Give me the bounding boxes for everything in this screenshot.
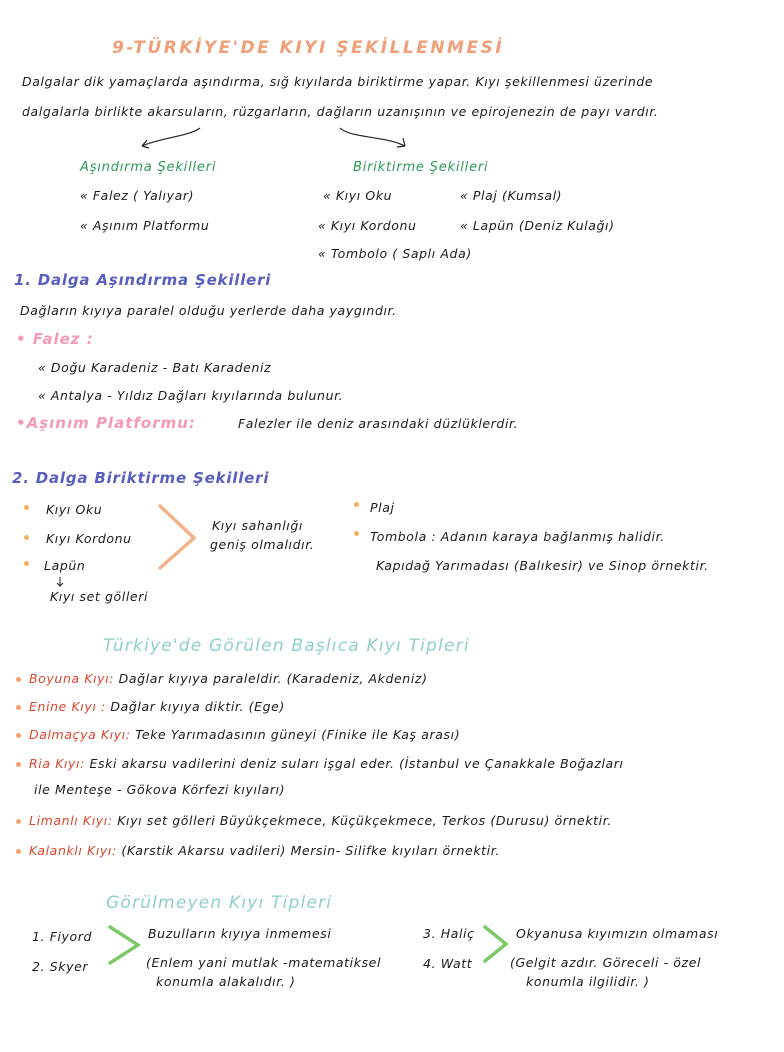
bullet-icon xyxy=(16,705,21,710)
platform-label: •Aşınım Platformu: xyxy=(16,414,196,432)
type-label: Ria Kıyı: xyxy=(29,756,90,771)
biriktirme-item: « Tombolo ( Saplı Ada) xyxy=(318,246,472,261)
bullet-icon xyxy=(354,502,359,507)
sec2-mid-line: Kıyı sahanlığı xyxy=(212,518,303,533)
unseen-item: 3. Haliç xyxy=(423,926,475,941)
unseen-right-text: Okyanusa kıyımızın olmaması xyxy=(516,926,719,941)
asindirma-item: « Falez ( Yalıyar) xyxy=(80,188,195,203)
lapun-note: Kıyı set gölleri xyxy=(50,589,149,604)
types-heading: Türkiye'de Görülen Başlıca Kıyı Tipleri xyxy=(103,636,470,656)
biriktirme-item: « Kıyı Oku xyxy=(323,188,393,203)
unseen-item: 2. Skyer xyxy=(32,959,89,974)
unseen-heading: Görülmeyen Kıyı Tipleri xyxy=(106,893,333,913)
falez-label: • Falez : xyxy=(16,330,94,348)
type-label: Dalmaçya Kıyı: xyxy=(29,727,136,742)
tombola-item: Tombola : Adanın karaya bağlanmış halidir. xyxy=(370,529,665,544)
chevron-right-icon xyxy=(485,927,506,961)
unseen-item: 1. Fiyord xyxy=(32,929,93,944)
sec2-left-item: Kıyı Kordonu xyxy=(46,531,132,546)
type-label: Enine Kıyı : xyxy=(29,699,111,714)
bullet-icon xyxy=(354,531,359,536)
biriktirme-item: « Lapün (Deniz Kulağı) xyxy=(460,218,615,233)
bullet-icon xyxy=(24,505,29,510)
unseen-item: 4. Watt xyxy=(423,956,473,971)
unseen-left-text: Buzulların kıyıya inmemesi xyxy=(148,926,332,941)
list-item xyxy=(16,671,428,686)
biriktirme-item: « Kıyı Kordonu xyxy=(318,218,417,233)
tombola-example: Kapıdağ Yarımadası (Balıkesir) ve Sinop örnektir. xyxy=(376,558,709,573)
bullet-icon xyxy=(16,849,21,854)
type-label: Boyuna Kıyı: xyxy=(29,671,119,686)
intro-line-2: dalgalarla birlikte akarsuların, rüzgarların, dağların uzanışının ve epirojenezin de payı vardır. xyxy=(22,104,659,119)
list-item xyxy=(16,756,624,771)
list-item xyxy=(16,727,460,742)
platform-text: Falezler ile deniz arasındaki düzlüklerdir. xyxy=(238,416,519,431)
unseen-right-text: (Gelgit azdır. Göreceli - özel xyxy=(510,955,702,970)
section-1-desc: Dağların kıyıya paralel olduğu yerlerde daha yaygındır. xyxy=(20,303,397,318)
plaj-item: Plaj xyxy=(370,500,395,515)
list-item xyxy=(16,843,500,858)
bullet-icon xyxy=(24,561,29,566)
falez-item: « Doğu Karadeniz - Batı Karadeniz xyxy=(38,360,272,375)
intro-line-1: Dalgalar dik yamaçlarda aşındırma, sığ kıyılarda biriktirme yapar. Kıyı şekillenmesi üzerinde xyxy=(22,74,654,89)
page-title: 9-TÜRKİYE'DE KIYI ŞEKİLLENMESİ xyxy=(112,38,505,58)
falez-item: « Antalya - Yıldız Dağları kıyılarında bulunur. xyxy=(38,388,344,403)
type-text: Teke Yarımadasının güneyi (Finike ile Kaş arası) xyxy=(135,727,461,742)
type-text: Dağlar kıyıya paraleldir. (Karadeniz, Akdeniz) xyxy=(118,671,428,686)
asindirma-heading: Aşındırma Şekilleri xyxy=(80,160,217,175)
type-text: Dağlar kıyıya diktir. (Ege) xyxy=(110,699,285,714)
list-item xyxy=(34,782,285,797)
type-text: ile Menteşe - Gökova Körfezi kıyıları) xyxy=(34,782,286,797)
section-1-heading: 1. Dalga Aşındırma Şekilleri xyxy=(14,271,272,289)
biriktirme-item: « Plaj (Kumsal) xyxy=(460,188,563,203)
type-label: Limanlı Kıyı: xyxy=(29,813,118,828)
sec2-left-item: Lapün xyxy=(44,558,86,573)
unseen-left-text: konumla alakalıdır. ) xyxy=(156,974,296,989)
type-label: Kalanklı Kıyı: xyxy=(29,843,122,858)
bullet-icon xyxy=(16,762,21,767)
arrow-right-icon xyxy=(397,138,405,147)
list-item xyxy=(16,699,285,714)
arrow-down-icon xyxy=(57,577,63,586)
chevron-right-icon xyxy=(160,506,194,568)
asindirma-item: « Aşınım Platformu xyxy=(80,218,210,233)
bullet-icon xyxy=(16,733,21,738)
unseen-left-text: (Enlem yani mutlak -matematiksel xyxy=(146,955,382,970)
biriktirme-heading: Biriktirme Şekilleri xyxy=(353,160,489,175)
unseen-right-text: konumla ilgilidir. ) xyxy=(526,974,650,989)
chevron-right-icon xyxy=(110,927,138,963)
type-text: Eski akarsu vadilerini deniz suları işgal eder. (İstanbul ve Çanakkale Boğazları xyxy=(89,756,624,771)
list-item xyxy=(16,813,612,828)
type-text: (Karstik Akarsu vadileri) Mersin- Silifke kıyıları örnektir. xyxy=(121,843,500,858)
bullet-icon xyxy=(16,819,21,824)
sec2-mid-line: geniş olmalıdır. xyxy=(210,537,315,552)
bullet-icon xyxy=(24,535,29,540)
sec2-left-item: Kıyı Oku xyxy=(46,502,103,517)
bullet-icon xyxy=(16,677,21,682)
section-2-heading: 2. Dalga Biriktirme Şekilleri xyxy=(12,469,270,487)
type-text: Kıyı set gölleri Büyükçekmece, Küçükçekmece, Terkos (Durusu) örnektir. xyxy=(117,813,612,828)
